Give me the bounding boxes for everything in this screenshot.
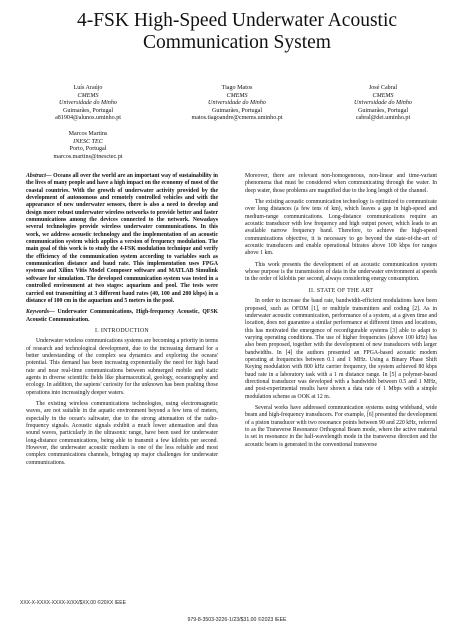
paper-title: 4-FSK High-Speed Underwater Acoustic Communication System <box>76 10 398 53</box>
body-paragraph: Moreover, there are relevant non-homogeneous, non-linear and time-variant phenomena that must be considered when communicating through the water. In deep water, those problems are magnified due to the long length of the channel. <box>245 173 437 194</box>
body-paragraph: Several works have addressed communication systems using wideband, wide beam and high-frequency transducers. For example, [6] presented the development of a piston transducer with two resonance points between 90 and 220 kHz, referred to as the Transverse Resonance Orthogonal Beam mode, where the active material is set in resonance in the half-wavelength mode in the transverse direction and the acoustic beam is generated in the conventional transverse <box>245 404 437 448</box>
section-heading-introduction: I. INTRODUCTION <box>95 327 149 334</box>
body-paragraph: In order to increase the baud rate, bandwidth-efficient modulations have been proposed, such as OFDM [1], or multiple transmitters and coding [2]. As in underwater acoustic communication, performance of a system, at a given time and location, does not guarantee a similar performance at different times and locations, this has motivated the emergence of reconfigurable systems [3] able to adapt to varying operating conditions. The use of higher frequencies (above 100 kHz) has also been proposed, together with the development of new transducers with larger bandwidths. In [4] the authors presented an FPGA-based acoustic modem operating at frequencies between 0.1 and 1 MHz. Using a Binary Phase Shift Keying modulation with 800 kHz carrier frequency, the system achieved 80 kbps baud rate in a laboratory task with a 1 m distance range. In [5] a polymer-based directional transducer was developed with a bandwidth between 0.5 and 1 MHz, and post-experimental results have shown a data rate of 1 Mbps with a simple modulation scheme as OOK at 12 m. <box>245 298 437 400</box>
footer-placeholder-id: XXX-X-XXXX-XXXX-X/XX/$XX.00 ©20XX IEEE <box>20 600 126 606</box>
author-institution: Universidade do Minho <box>354 100 412 107</box>
body-paragraph: The existing wireless communications technologies, using electromagnetic waves, are not suitable in the aquatic environment beyond a few tens of meters, especially in the ocean's saltwater, due to the strong attenuation of the radio-frequency signals. Acoustic signals exhibit a much lower attenuation and thus sound waves, particularly in the ultrasonic range, have been used for underwater long-distance communications, being able to transmit a few kilobits per second. However, the underwater acoustic medium is one of the less reliable and most complex communications channels, bringing up major challenges for underwater communications. <box>26 400 218 466</box>
author-name: Luís Araújo <box>73 85 103 91</box>
author-institution: Universidade do Minho <box>59 100 117 107</box>
author-affiliation: INESC TEC <box>73 138 103 145</box>
body-paragraph: The existing acoustic communication technology is optimized to communicate over long distances (a few tens of km), which leaves a gap in high-speed and medium-range communications. Long-distance communications require an acoustic transducer with low frequency and high output power, which leads to an available narrow frequency band. Therefore, to achieve the high-speed communications objective, it is necessary to go beyond the state-of-the-art of acoustic transducers and enable operational bitrates above 100 kbps for ranges above 1 km. <box>245 199 437 257</box>
author-location: Guimarães, Portugal <box>357 107 409 114</box>
author-email: marcos.martins@inesctec.pt <box>53 153 123 160</box>
keywords <box>26 309 218 324</box>
author-block-1 <box>13 85 163 123</box>
author-name: Tiago Matos <box>221 85 253 91</box>
author-name: Marcos Martins <box>68 131 108 137</box>
author-block-2 <box>162 85 312 123</box>
section-heading-state-of-the-art: II. STATE OF THE ART <box>308 287 374 294</box>
author-email: cabral@dei.uminho.pt <box>355 115 411 122</box>
doi-sidebar <box>0 60 2 420</box>
author-location: Guimarães, Portugal <box>211 107 263 114</box>
footer-copyright: 979-8-3503-3226-1/23/$31.00 ©2023 IEEE <box>187 617 287 623</box>
author-name: José Cabral <box>368 85 398 91</box>
abstract-text: Oceans all over the world are an important way of sustainability in the lives of many people and have a high impact on the economy of most of the coastal countries. With the growth of underwater activity provided by the development of autonomous and remotely controlled vehicles and with the appearance of new underwater sensors, there is also a need to develop and design more robust underwater wireless networks to provide better and faster communications among the devices connected to the network. Nowadays several technologies provide wireless underwater communications. In this work, we address acoustic technology and the implementation of an acoustic communication system which applies a version of frequency modulation. The main goal of this work is to study the 4-FSK modulation technique and verify the efficiency of the communication system according to variables such as communication distance and baud rate. This implementation uses FPGA systems and Xilinx Vitis Model Composer software and MATLAB Simulink software for simulation. The developed communication system was tested in a controlled environment at two stages: aquarium and pool. The tests were carried out transmitting at 3 different baud rates (40, 100 and 200 kbps) in a distance of 100 cm in the aquarium and 5 meters in the pool. <box>26 173 218 304</box>
author-location: Guimarães, Portugal <box>62 107 114 114</box>
left-column <box>26 173 218 471</box>
author-affiliation: CMEMS <box>372 92 394 99</box>
keywords-label: Keywords— <box>26 309 55 316</box>
body-paragraph: This work presents the development of an acoustic communication system whose purpose is the transmission of data in the underwater environment at speeds in the order of kilobits per second, always considering energy consumption. <box>245 261 437 283</box>
body-paragraph: Underwater wireless communications systems are becoming a priority in terms of research and technological development, due to the increasing demand for a better understanding of the complex sea dynamics and exploring the oceans' potential. This demand has been increasing exponentially the need for high baud rate and near real-time communications between submerged mobile and static agents in diverse scientific fields like pharmaceutical, geology, oceanography and ecology. In addition, the sapiens' curiosity for the unknown has been pushing those operations into increasingly deeper waters. <box>26 338 218 396</box>
author-email: matos.tiagoandre@cmems.uminho.pt <box>191 115 283 122</box>
author-block-3 <box>308 85 458 123</box>
keywords-text: Underwater Communications, High-frequency Acoustic, QFSK Acoustic Communication. <box>26 309 218 323</box>
author-email: a81904@alunos.uminho.pt <box>55 115 121 122</box>
author-location: Porto, Portugal <box>69 146 107 153</box>
author-block-4 <box>13 131 163 161</box>
right-column <box>245 173 437 453</box>
abstract-label: Abstract— <box>26 173 52 179</box>
author-affiliation: CMEMS <box>226 92 248 99</box>
abstract <box>26 173 218 305</box>
author-affiliation: CMEMS <box>77 92 99 99</box>
author-institution: Universidade do Minho <box>208 100 266 107</box>
